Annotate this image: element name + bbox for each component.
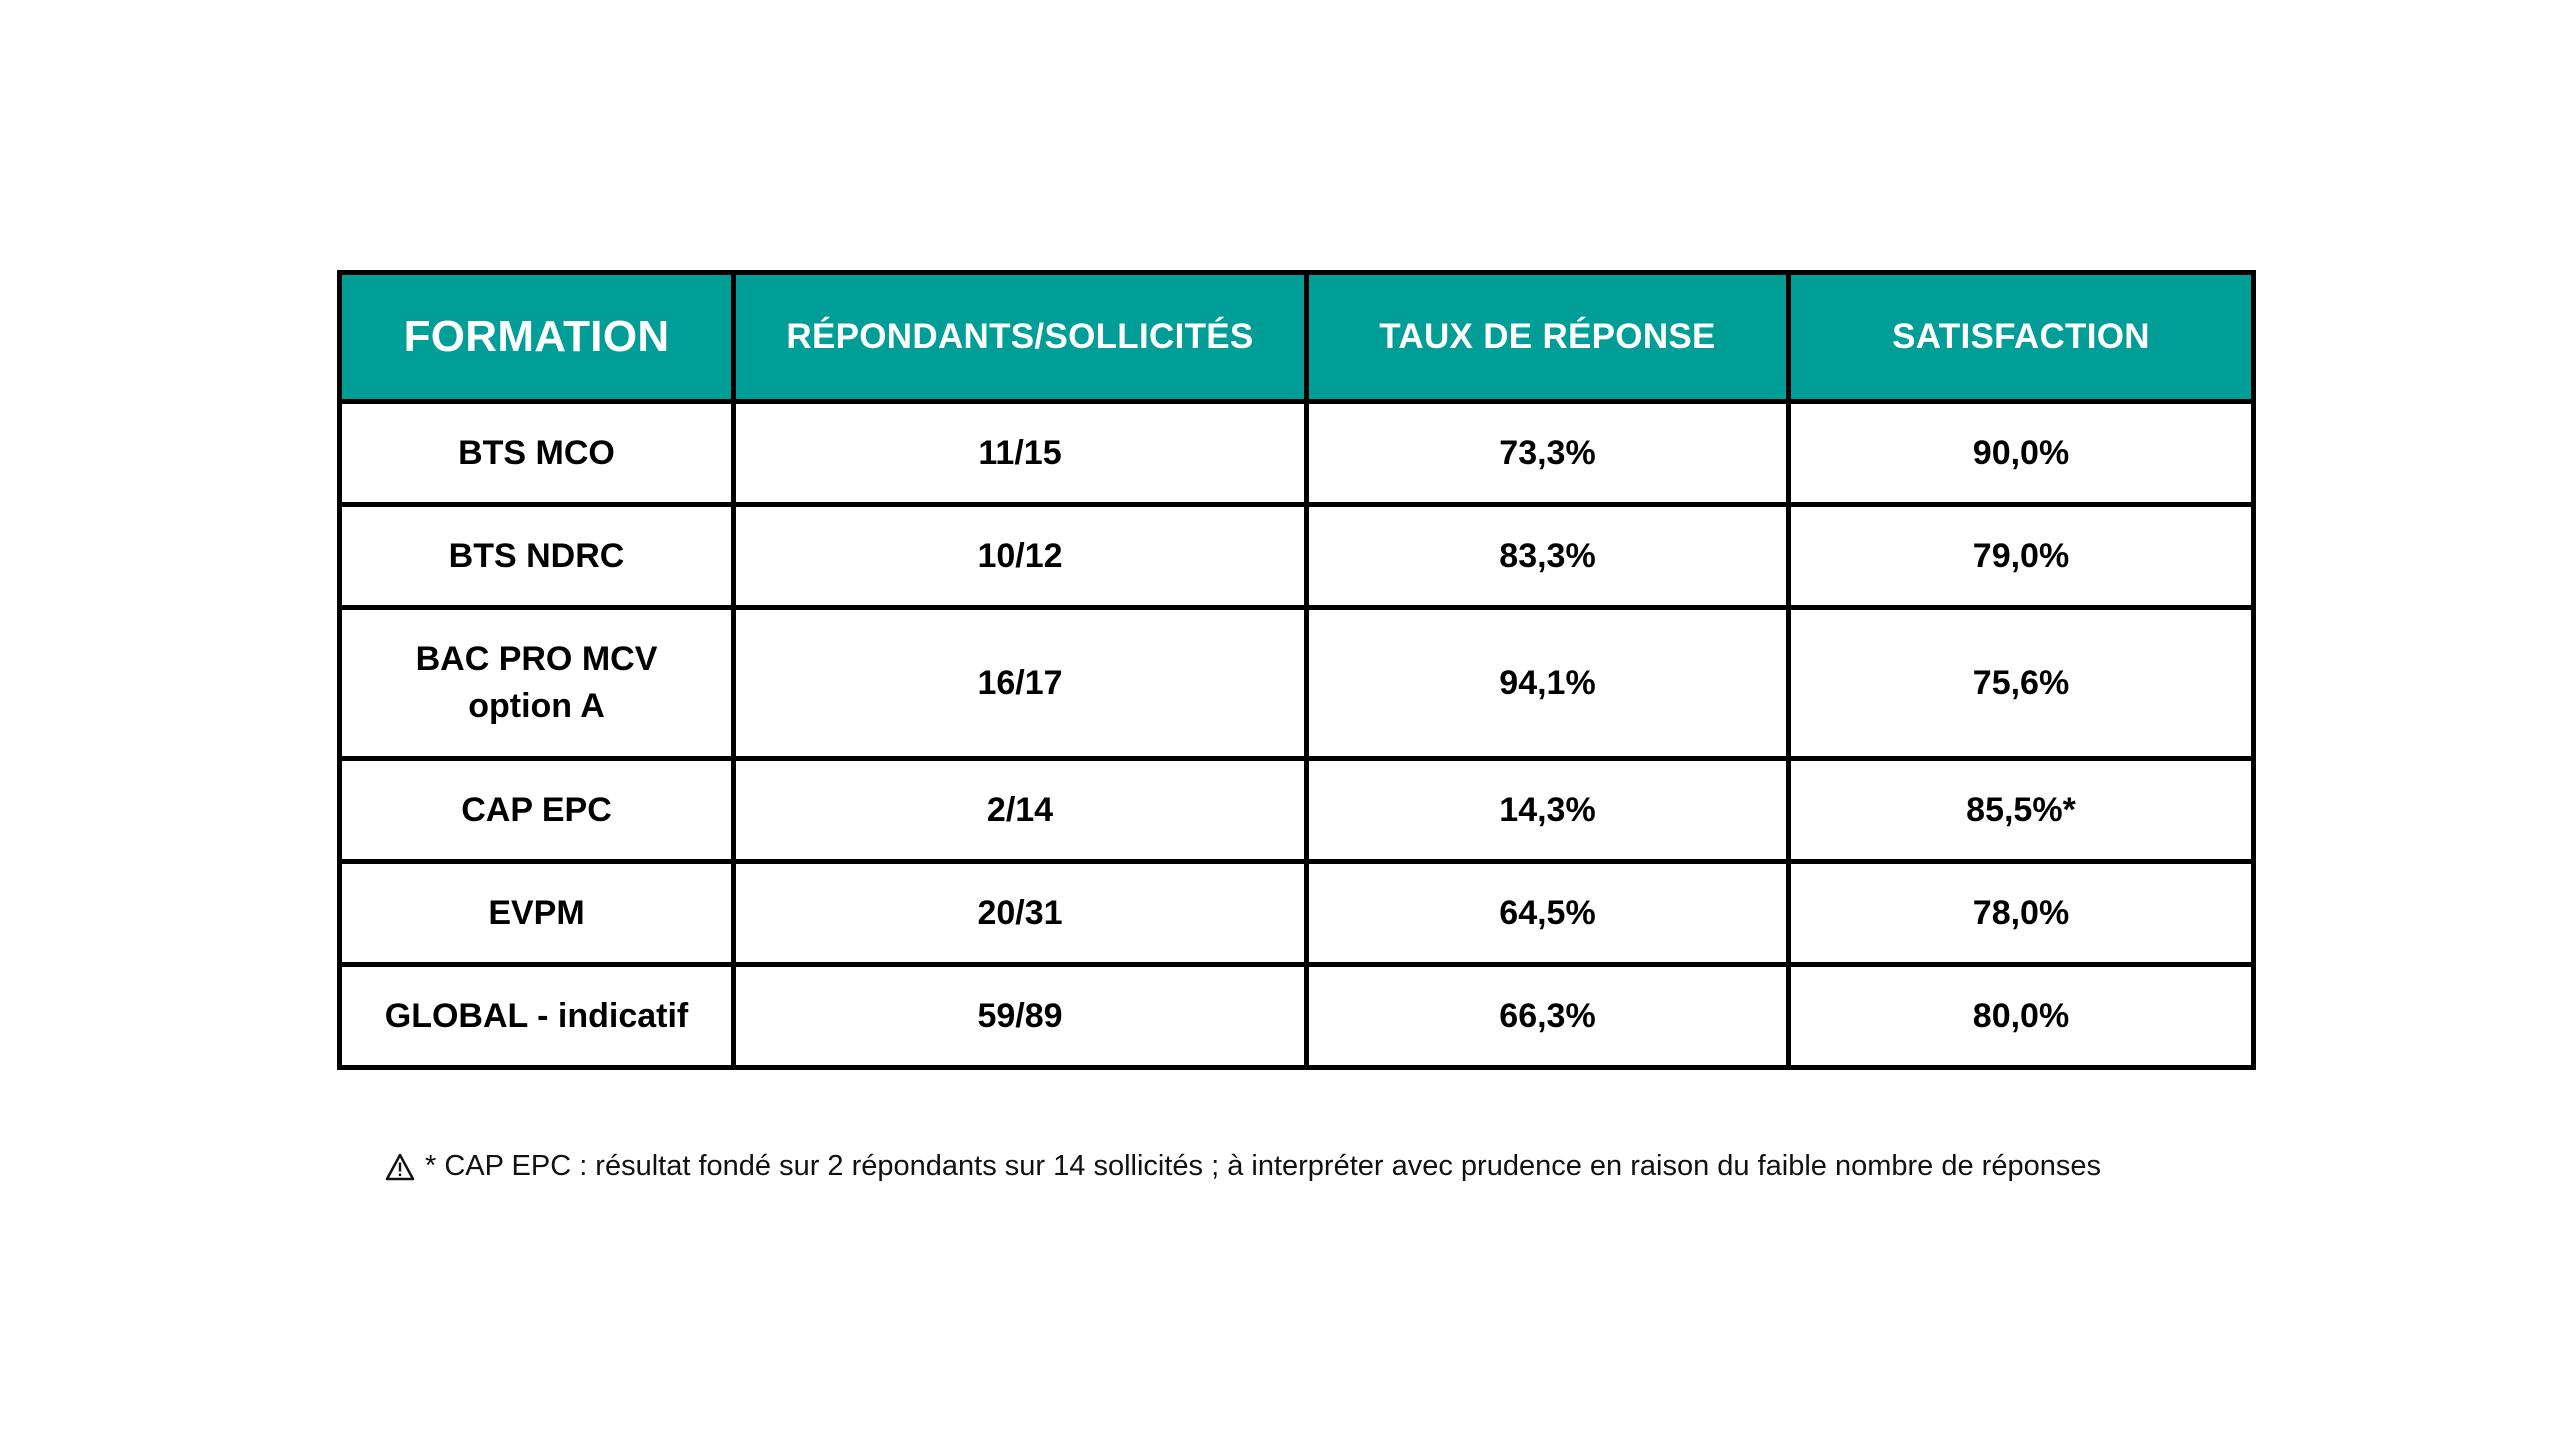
formation-label: CAP EPC <box>461 790 612 829</box>
cell-formation <box>340 965 734 1068</box>
cell-taux: 14,3% <box>1307 759 1789 862</box>
cell-repondants: 16/17 <box>734 608 1307 759</box>
results-table <box>337 270 2256 1070</box>
table-row <box>340 759 2254 862</box>
cell-repondants: 11/15 <box>734 402 1307 505</box>
cell-taux: 73,3% <box>1307 402 1789 505</box>
cell-taux: 83,3% <box>1307 505 1789 608</box>
results-table-container <box>337 270 2251 1070</box>
warning-icon <box>385 1153 415 1181</box>
cell-taux: 66,3% <box>1307 965 1789 1068</box>
header-taux: TAUX DE RÉPONSE <box>1307 273 1789 402</box>
cell-repondants: 2/14 <box>734 759 1307 862</box>
cell-formation <box>340 862 734 965</box>
formation-label: BTS MCO <box>458 433 615 472</box>
cell-satisfaction: 79,0% <box>1789 505 2254 608</box>
cell-satisfaction: 90,0% <box>1789 402 2254 505</box>
cell-repondants: 20/31 <box>734 862 1307 965</box>
header-formation: FORMATION <box>340 273 734 402</box>
formation-label: GLOBAL - indicatif <box>384 996 689 1035</box>
formation-label: BAC PRO MCV <box>415 640 658 678</box>
header-satisfaction: SATISFACTION <box>1789 273 2254 402</box>
cell-formation <box>340 505 734 608</box>
footnote <box>385 1150 2101 1183</box>
cell-formation <box>340 402 734 505</box>
formation-label: BTS NDRC <box>448 536 625 575</box>
cell-satisfaction: 80,0% <box>1789 965 2254 1068</box>
table-row <box>340 965 2254 1068</box>
table-row <box>340 862 2254 965</box>
cell-taux: 94,1% <box>1307 608 1789 759</box>
cell-satisfaction: 85,5%* <box>1789 759 2254 862</box>
cell-repondants: 10/12 <box>734 505 1307 608</box>
header-repondants: RÉPONDANTS/SOLLICITÉS <box>734 273 1307 402</box>
table-row <box>340 505 2254 608</box>
table-header-row <box>340 273 2254 402</box>
formation-label: EVPM <box>488 893 585 932</box>
table-row <box>340 608 2254 759</box>
cell-formation <box>340 608 734 759</box>
table-row <box>340 402 2254 505</box>
cell-formation <box>340 759 734 862</box>
cell-satisfaction: 78,0% <box>1789 862 2254 965</box>
cell-satisfaction: 75,6% <box>1789 608 2254 759</box>
formation-label-line2: option A <box>468 687 605 725</box>
cell-taux: 64,5% <box>1307 862 1789 965</box>
cell-repondants: 59/89 <box>734 965 1307 1068</box>
footnote-text: * CAP EPC : résultat fondé sur 2 répondants sur 14 sollicités ; à interpréter avec prudence en raison du faible nombre de réponses <box>425 1150 2101 1182</box>
